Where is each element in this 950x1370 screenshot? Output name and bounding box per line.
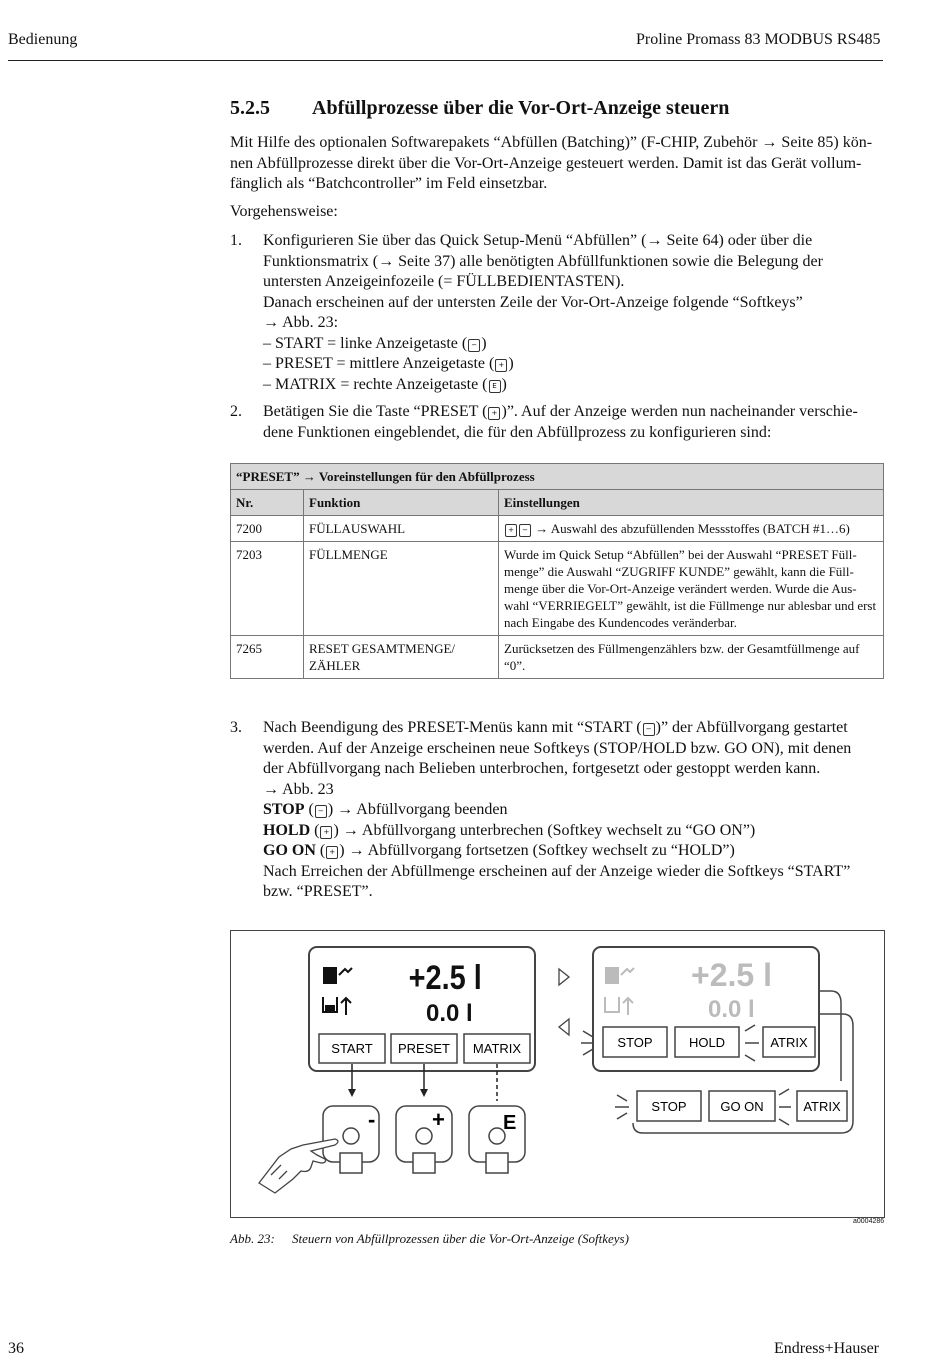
step-2 xyxy=(230,402,885,446)
cell-nr: 7265 xyxy=(231,636,304,679)
softkey-text: – START = linke Anzeigetaste ( xyxy=(263,334,468,352)
running-header-left: Bedienung xyxy=(8,31,78,48)
cell-setting: Wurde im Quick Setup “Abfüllen” bei der Auswahl “PRESET Füll-menge” die Auswahl “ZUGRIFF KUNDE” gewählt, kann die Füll-menge über die Vor-Ort-Anzeige verändert werden. Wurde die Aus-wahl “VERRIEGELT” gewählt, ist die Füllmenge nur ablesbar und erst nach Eingabe des Kundencodes veränderbar. xyxy=(499,542,884,636)
goon-label: GO ON xyxy=(263,842,316,859)
softkey-start: START xyxy=(331,1041,373,1056)
intro-paragraph xyxy=(230,133,885,195)
table-header-row xyxy=(231,490,884,516)
cell-function: FÜLLMENGE xyxy=(304,542,499,636)
preset-table xyxy=(230,463,884,679)
step-line: HOLD ( + ) → Abfüllvorgang unterbrechen (Softkey wechselt zu “GO ON”) xyxy=(263,821,756,839)
col-header: Funktion xyxy=(304,490,499,516)
display-value-2: 0.0 l xyxy=(426,1000,473,1027)
paren: ) xyxy=(481,334,487,352)
plus-key-icon: + xyxy=(320,826,332,839)
figure-23 xyxy=(230,930,885,1218)
plus-key-icon: + xyxy=(505,524,517,537)
table-row xyxy=(231,636,884,679)
enter-button xyxy=(469,1106,525,1173)
softkey-stop: STOP xyxy=(617,1035,653,1050)
step-line: → Abb. 23 xyxy=(263,780,334,798)
step-line: Funktionsmatrix (→ Seite 37) alle benötigten Abfüllfunktionen sowie die Belegung der xyxy=(263,252,823,270)
plus-key-icon: + xyxy=(488,407,500,420)
step-1 xyxy=(230,231,885,396)
step-number: 2. xyxy=(230,403,242,420)
setting-text: → Auswahl des abzufüllenden Messstoffes (BATCH #1…6) xyxy=(535,521,850,536)
minus-key-icon: − xyxy=(468,339,480,352)
plus-button xyxy=(396,1106,452,1173)
caption-a: “PRESET” xyxy=(236,469,300,484)
softkey-text: – PRESET = mittlere Anzeigetaste ( xyxy=(263,355,495,372)
cell-function: FÜLLAUSWAHL xyxy=(304,516,499,542)
step-line: → Abb. 23: xyxy=(263,314,339,331)
step-line: untersten Anzeigeinfozeile (= FÜLLBEDIENTASTEN). xyxy=(263,273,625,290)
plus-key-icon: + xyxy=(495,359,507,372)
softkey-diagram xyxy=(231,931,884,1217)
cell-function: RESET GESAMTMENGE/ ZÄHLER xyxy=(304,636,499,679)
paren: ) xyxy=(501,375,507,393)
minus-key-icon: − xyxy=(643,723,655,736)
plus-key-icon: + xyxy=(326,846,338,859)
text: ) → Abfüllvorgang beenden xyxy=(327,801,508,818)
minus-label: - xyxy=(368,1107,376,1132)
step-line: bzw. “PRESET”. xyxy=(263,883,373,900)
text: Nach Beendigung des PRESET-Menüs kann mit “START ( xyxy=(263,719,642,736)
text: ) → Abfüllvorgang fortsetzen (Softkey wechselt zu “HOLD”) xyxy=(339,842,735,859)
page-number: 36 xyxy=(8,1340,24,1357)
softkey-line xyxy=(263,354,885,375)
procedure-label-text: Vorgehensweise: xyxy=(230,203,338,220)
text: )”. Auf der Anzeige werden nun nacheinander verschie- xyxy=(501,403,858,420)
arrow-right-icon xyxy=(559,969,569,985)
enter-key-icon: E xyxy=(489,380,501,393)
brand-footer: Endress+Hauser xyxy=(774,1340,879,1357)
cell-nr: 7203 xyxy=(231,542,304,636)
table-row xyxy=(231,516,884,542)
softkey-matrix: MATRIX xyxy=(472,1041,522,1056)
arrow-left-icon xyxy=(559,1019,569,1035)
table-caption xyxy=(231,464,884,490)
intro-line: fänglich als “Batchcontroller” im Feld einsetzbar. xyxy=(230,175,548,192)
display-value-2-grey: 0.0 l xyxy=(708,996,755,1023)
cell-nr: 7200 xyxy=(231,516,304,542)
intro-line: nen Abfüllprozesse direkt über die Vor-Ort-Anzeige gesteuert werden. Damit ist das Gerät vollum- xyxy=(230,154,862,172)
cell-setting xyxy=(499,516,884,542)
table-caption-row xyxy=(231,464,884,490)
caption-label: Abb. 23: xyxy=(230,1231,275,1246)
softkey-preset: PRESET xyxy=(397,1041,451,1056)
step-line: werden. Auf der Anzeige erscheinen neue Softkeys (STOP/HOLD bzw. GO ON), mit denen xyxy=(263,739,852,757)
text: )” der Abfüllvorgang gestartet xyxy=(655,719,848,736)
step-3 xyxy=(230,718,885,903)
section-number: 5.2.5 xyxy=(230,97,270,119)
step-line xyxy=(263,718,885,739)
paren: ) xyxy=(508,355,514,372)
display-value-1: +2.5 l xyxy=(408,957,482,997)
plus-label: + xyxy=(432,1107,445,1132)
pointing-hand-icon xyxy=(259,1139,338,1193)
step-line: GO ON ( + ) → Abfüllvorgang fortsetzen (Softkey wechselt zu “HOLD”) xyxy=(263,842,735,859)
procedure-label xyxy=(230,202,885,223)
step-line: Danach erscheinen auf der untersten Zeile der Vor-Ort-Anzeige folgende “Softkeys” xyxy=(263,293,803,311)
intro-line: Mit Hilfe des optionalen Softwarepakets “Abfüllen (Batching)” (F-CHIP, Zubehör → Seite 85) kön- xyxy=(230,134,873,151)
minus-key-icon: − xyxy=(519,524,531,537)
step-number: 3. xyxy=(230,719,242,736)
caption-b: → Voreinstellungen für den Abfüllprozess xyxy=(302,469,535,484)
step-number: 1. xyxy=(230,232,242,249)
minus-key-icon: − xyxy=(315,805,327,818)
figure-code: a0004286 xyxy=(853,1218,885,1225)
text: Betätigen Sie die Taste “PRESET ( xyxy=(263,403,488,420)
softkey-text: – MATRIX = rechte Anzeigetaste ( xyxy=(263,375,488,393)
softkey-matrix-partial-2: ATRIX xyxy=(803,1099,841,1114)
softkey-goon: GO ON xyxy=(720,1099,764,1114)
softkey-hold: HOLD xyxy=(688,1035,726,1050)
figure-caption xyxy=(230,1231,629,1247)
step-line: STOP ( − ) → Abfüllvorgang beenden xyxy=(263,801,508,818)
step-line: Nach Erreichen der Abfüllmenge erscheinen auf der Anzeige wieder die Softkeys “START” xyxy=(263,862,851,880)
softkey-matrix-partial: ATRIX xyxy=(770,1035,808,1050)
col-header: Einstellungen xyxy=(499,490,884,516)
header-rule xyxy=(8,60,883,61)
softkey-stop-2: STOP xyxy=(651,1099,687,1114)
section-title: Abfüllprozesse über die Vor-Ort-Anzeige steuern xyxy=(312,97,730,119)
text: ) → Abfüllvorgang unterbrechen (Softkey wechselt zu “GO ON”) xyxy=(333,821,756,839)
caption-text: Steuern von Abfüllprozessen über die Vor-Ort-Anzeige (Softkeys) xyxy=(292,1231,629,1246)
col-header: Nr. xyxy=(231,490,304,516)
running-header-right: Proline Promass 83 MODBUS RS485 xyxy=(636,31,881,48)
enter-label: E xyxy=(503,1112,517,1134)
softkey-line xyxy=(263,334,885,355)
hold-label: HOLD xyxy=(263,821,311,839)
cell-setting: Zurücksetzen des Füllmengenzählers bzw. der Gesamtfüllmenge auf “0”. xyxy=(499,636,884,679)
step-line: dene Funktionen eingeblendet, die für den Abfüllprozess zu konfigurieren sind: xyxy=(263,423,772,441)
step-line: Konfigurieren Sie über das Quick Setup-Menü “Abfüllen” (→ Seite 64) oder über die xyxy=(263,232,813,249)
table-row xyxy=(231,542,884,636)
step-line: der Abfüllvorgang nach Belieben unterbrochen, fortgesetzt oder gestoppt werden kann. xyxy=(263,760,821,777)
stop-label: STOP xyxy=(263,801,305,818)
step-line xyxy=(263,402,885,423)
display-value-1-grey: +2.5 l xyxy=(691,957,772,993)
softkey-line xyxy=(263,375,885,396)
section-heading xyxy=(230,97,729,120)
